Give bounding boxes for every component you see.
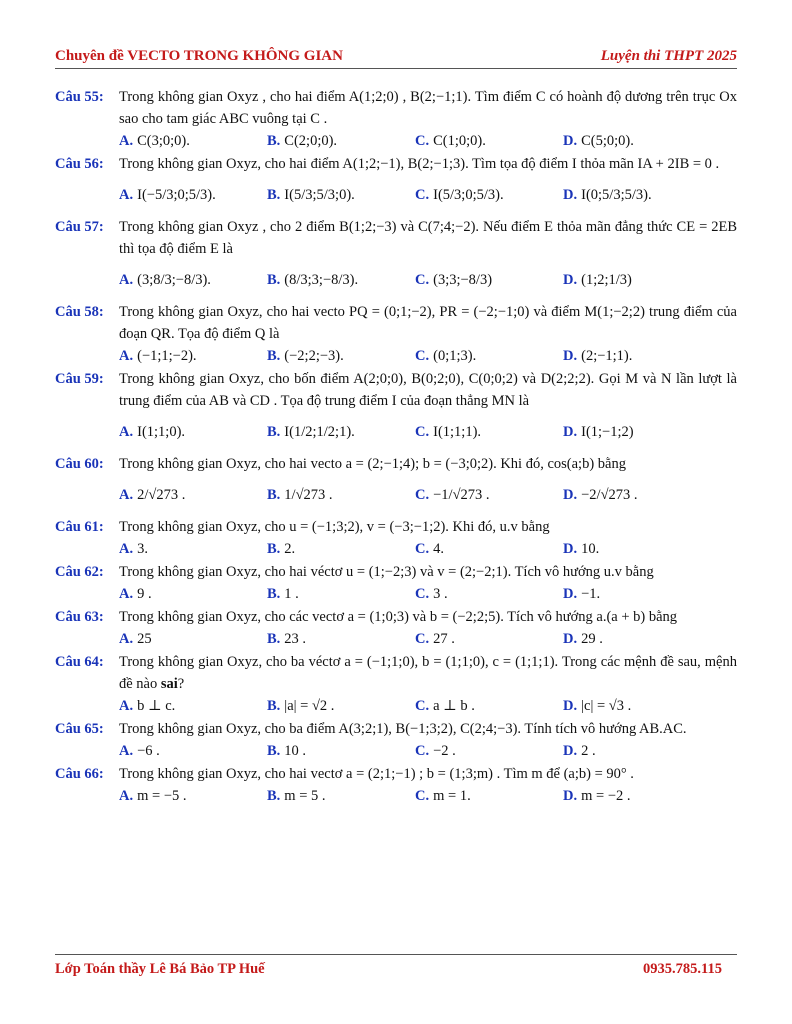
option-label: B.: [267, 586, 281, 602]
answer-option[interactable]: [267, 583, 415, 605]
question-block: [55, 561, 737, 605]
option-label: A.: [119, 743, 134, 759]
option-text: a ⊥ b .: [433, 698, 475, 714]
answer-option[interactable]: [119, 583, 267, 605]
answer-option[interactable]: [415, 628, 563, 650]
answer-option[interactable]: [563, 740, 711, 762]
answer-option[interactable]: [563, 484, 711, 506]
question-block: [55, 86, 737, 152]
footer-teacher: Lớp Toán thầy Lê Bá Bảo TP Huế: [55, 961, 265, 977]
option-label: B.: [267, 187, 281, 203]
header-title: Chuyên đề VECTO TRONG KHÔNG GIAN: [55, 48, 343, 64]
question-block: [55, 763, 737, 807]
option-text: 23 .: [284, 631, 307, 647]
option-label: C.: [415, 586, 430, 602]
option-text: C(3;0;0).: [137, 133, 190, 149]
answer-option[interactable]: [415, 269, 563, 291]
answer-option[interactable]: [119, 740, 267, 762]
page-header: [55, 44, 737, 69]
question-number: Câu 64:: [55, 654, 104, 670]
answer-options: [119, 412, 737, 452]
option-text: −1.: [581, 586, 601, 602]
answer-option[interactable]: [415, 345, 563, 367]
option-text: 2/√273 .: [137, 487, 186, 503]
answer-options: [119, 785, 737, 807]
question-block: [55, 606, 737, 650]
option-label: B.: [267, 487, 281, 503]
option-label: B.: [267, 743, 281, 759]
question-block: [55, 153, 737, 215]
answer-option[interactable]: [267, 740, 415, 762]
answer-option[interactable]: [119, 538, 267, 560]
option-label: C.: [415, 187, 430, 203]
question-number: Câu 57:: [55, 219, 104, 235]
option-label: D.: [563, 348, 578, 364]
emphasis-text: sai: [160, 676, 178, 692]
option-text: m = −2 .: [581, 788, 631, 804]
option-label: A.: [119, 272, 134, 288]
option-text: I(0;5/3;5/3).: [581, 187, 652, 203]
question-number: Câu 55:: [55, 89, 104, 105]
answer-option[interactable]: [119, 484, 267, 506]
question-block: [55, 368, 737, 452]
option-text: (3;8/3;−8/3).: [137, 272, 211, 288]
option-text: |c| = √3 .: [581, 698, 632, 714]
answer-option[interactable]: [267, 269, 415, 291]
option-text: I(1;1;0).: [137, 424, 186, 440]
answer-option[interactable]: [267, 345, 415, 367]
answer-options: [119, 695, 737, 717]
option-text: (1;2;1/3): [581, 272, 632, 288]
header-subtitle: Luyện thi THPT 2025: [600, 48, 737, 64]
answer-option[interactable]: [119, 785, 267, 807]
option-text: 25: [137, 631, 152, 647]
question-stem: Trong không gian Oxyz, cho ba điểm A(3;2;1), B(−1;3;2), C(2;4;−3). Tính tích vô hướng AB.AC.: [119, 721, 687, 737]
footer-phone: 0935.785.115: [643, 961, 722, 977]
option-label: D.: [563, 133, 578, 149]
option-label: B.: [267, 631, 281, 647]
question-stem: Trong không gian Oxyz, cho hai điểm A(1;2;−1), B(2;−1;3). Tìm tọa độ điểm I thỏa mãn IA + 2IB = 0 .: [119, 156, 720, 172]
answer-option[interactable]: [415, 785, 563, 807]
option-text: (8/3;3;−8/3).: [284, 272, 359, 288]
option-label: C.: [415, 788, 430, 804]
question-block: [55, 453, 737, 515]
answer-option[interactable]: [415, 130, 563, 152]
option-text: 27 .: [433, 631, 455, 647]
option-text: C(1;0;0).: [433, 133, 486, 149]
question-stem: Trong không gian Oxyz, cho các vectơ a = (1;0;3) và b = (−2;2;5). Tích vô hướng a.(a + b) bằng: [119, 609, 678, 625]
option-label: D.: [563, 788, 578, 804]
option-text: C(5;0;0).: [581, 133, 634, 149]
answer-option[interactable]: [119, 184, 267, 206]
question-number: Câu 56:: [55, 156, 104, 172]
option-label: B.: [267, 348, 281, 364]
option-text: −1/√273 .: [433, 487, 490, 503]
option-text: 3.: [137, 541, 148, 557]
answer-option[interactable]: [267, 538, 415, 560]
option-text: I(1;−1;2): [581, 424, 634, 440]
answer-option[interactable]: [415, 184, 563, 206]
option-label: D.: [563, 698, 578, 714]
answer-option[interactable]: [563, 269, 711, 291]
option-label: C.: [415, 698, 430, 714]
question-block: [55, 651, 737, 717]
option-label: A.: [119, 348, 134, 364]
question-number: Câu 62:: [55, 564, 104, 580]
option-label: C.: [415, 487, 430, 503]
option-text: −6 .: [137, 743, 160, 759]
option-text: (2;−1;1).: [581, 348, 633, 364]
option-label: B.: [267, 133, 281, 149]
option-label: D.: [563, 487, 578, 503]
option-label: D.: [563, 586, 578, 602]
answer-option[interactable]: [267, 628, 415, 650]
answer-option[interactable]: [415, 583, 563, 605]
answer-option[interactable]: [119, 130, 267, 152]
option-label: A.: [119, 586, 134, 602]
answer-options: [119, 260, 737, 300]
question-number: Câu 65:: [55, 721, 104, 737]
answer-option[interactable]: [267, 184, 415, 206]
question-stem: Trong không gian Oxyz , cho hai điểm A(1;2;0) , B(2;−1;1). Tìm điểm C có hoành độ dương trên trục Ox sao cho tam giác ABC vuông tại C .: [119, 89, 737, 127]
answer-option[interactable]: [563, 583, 711, 605]
option-text: C(2;0;0).: [284, 133, 338, 149]
option-label: C.: [415, 424, 430, 440]
option-text: −2/√273 .: [581, 487, 638, 503]
option-label: B.: [267, 424, 281, 440]
answer-option[interactable]: [119, 421, 267, 443]
option-label: D.: [563, 424, 578, 440]
question-stem: Trong không gian Oxyz, cho bốn điểm A(2;0;0), B(0;2;0), C(0;0;2) và D(2;2;2). Gọi M và N lần lượt là trung điểm của AB và CD . Tọa độ trung điểm I của đoạn thẳng MN là: [119, 371, 737, 409]
option-label: B.: [267, 698, 281, 714]
answer-option[interactable]: [415, 421, 563, 443]
answer-options: [119, 538, 737, 560]
question-number: Câu 59:: [55, 371, 104, 387]
option-text: m = 1.: [433, 788, 471, 804]
answer-option[interactable]: [563, 695, 711, 717]
answer-option[interactable]: [119, 269, 267, 291]
question-block: [55, 301, 737, 367]
question-stem: Trong không gian Oxyz, cho hai vecto PQ = (0;1;−2), PR = (−2;−1;0) và điểm M(1;−2;2) trung điểm của đoạn QR. Tọa độ điểm Q là: [119, 304, 737, 342]
option-label: D.: [563, 743, 578, 759]
question-stem: Trong không gian Oxyz, cho hai vecto a = (2;−1;4); b = (−3;0;2). Khi đó, cos(a;b) bằng: [119, 456, 626, 472]
answer-option[interactable]: [119, 345, 267, 367]
answer-option[interactable]: [267, 130, 415, 152]
option-text: 1/√273 .: [284, 487, 333, 503]
question-number: Câu 60:: [55, 456, 104, 472]
option-text: 10.: [581, 541, 600, 557]
answer-option[interactable]: [267, 484, 415, 506]
option-text: 9 .: [137, 586, 152, 602]
option-label: C.: [415, 631, 430, 647]
option-text: I(1;1;1).: [433, 424, 482, 440]
question-number: Câu 58:: [55, 304, 104, 320]
option-label: C.: [415, 348, 430, 364]
question-stem: Trong không gian Oxyz, cho hai véctơ u = (1;−2;3) và v = (2;−2;1). Tích vô hướng u.v bằng: [119, 564, 654, 580]
answer-option[interactable]: [119, 695, 267, 717]
answer-option[interactable]: [415, 740, 563, 762]
option-text: I(−5/3;0;5/3).: [137, 187, 216, 203]
question-number: Câu 61:: [55, 519, 104, 535]
answer-option[interactable]: [563, 628, 711, 650]
answer-option[interactable]: [267, 785, 415, 807]
option-text: 2.: [284, 541, 296, 557]
option-text: |a| = √2 .: [284, 698, 335, 714]
option-text: m = −5 .: [137, 788, 187, 804]
question-stem: Trong không gian Oxyz, cho ba véctơ a = (−1;1;0), b = (1;1;0), c = (1;1;1). Trong các mệnh đề sau, mệnh đề nào sai?: [119, 654, 737, 692]
answer-options: [119, 628, 737, 650]
option-label: B.: [267, 788, 281, 804]
answer-option[interactable]: [119, 628, 267, 650]
option-text: m = 5 .: [284, 788, 326, 804]
answer-option[interactable]: [563, 130, 711, 152]
option-label: D.: [563, 272, 578, 288]
question-stem: Trong không gian Oxyz , cho 2 điểm B(1;2;−3) và C(7;4;−2). Nếu điểm E thỏa mãn đẳng thức CE = 2EB thì tọa độ điểm E là: [119, 219, 737, 257]
answer-option[interactable]: [267, 421, 415, 443]
option-text: I(5/3;5/3;0).: [284, 187, 355, 203]
option-text: (0;1;3).: [433, 348, 477, 364]
answer-option[interactable]: [563, 785, 711, 807]
answer-option[interactable]: [415, 484, 563, 506]
answer-option[interactable]: [563, 421, 711, 443]
option-text: 29 .: [581, 631, 603, 647]
page-footer: [55, 954, 737, 981]
option-text: (−1;1;−2).: [137, 348, 197, 364]
option-text: 10 .: [284, 743, 307, 759]
option-label: C.: [415, 133, 430, 149]
question-block: [55, 516, 737, 560]
question-number: Câu 66:: [55, 766, 104, 782]
option-label: C.: [415, 541, 430, 557]
option-label: C.: [415, 272, 430, 288]
option-label: A.: [119, 487, 134, 503]
option-label: A.: [119, 788, 134, 804]
answer-option[interactable]: [563, 184, 711, 206]
answer-options: [119, 583, 737, 605]
option-text: 4.: [433, 541, 444, 557]
question-stem: Trong không gian Oxyz, cho u = (−1;3;2), v = (−3;−1;2). Khi đó, u.v bằng: [119, 519, 550, 535]
answer-options: [119, 175, 737, 215]
option-text: I(1/2;1/2;1).: [284, 424, 355, 440]
option-text: 1 .: [284, 586, 299, 602]
option-text: I(5/3;0;5/3).: [433, 187, 504, 203]
answer-option[interactable]: [415, 538, 563, 560]
question-list: [55, 86, 737, 808]
answer-options: [119, 130, 737, 152]
option-label: C.: [415, 743, 430, 759]
option-label: B.: [267, 541, 281, 557]
question-block: [55, 216, 737, 300]
answer-option[interactable]: [415, 695, 563, 717]
option-text: 2 .: [581, 743, 596, 759]
option-label: A.: [119, 133, 134, 149]
option-label: B.: [267, 272, 281, 288]
option-text: b ⊥ c.: [137, 698, 176, 714]
option-label: A.: [119, 187, 134, 203]
option-text: (−2;2;−3).: [284, 348, 344, 364]
answer-option[interactable]: [267, 695, 415, 717]
option-label: A.: [119, 698, 134, 714]
question-block: [55, 718, 737, 762]
answer-options: [119, 345, 737, 367]
option-label: D.: [563, 541, 578, 557]
answer-option[interactable]: [563, 345, 711, 367]
option-label: A.: [119, 541, 134, 557]
option-text: −2 .: [433, 743, 456, 759]
option-label: D.: [563, 187, 578, 203]
option-label: A.: [119, 631, 134, 647]
question-stem: Trong không gian Oxyz, cho hai vectơ a = (2;1;−1) ; b = (1;3;m) . Tìm m để (a;b) = 90° .: [119, 766, 634, 782]
answer-option[interactable]: [563, 538, 711, 560]
option-label: A.: [119, 424, 134, 440]
question-number: Câu 63:: [55, 609, 104, 625]
answer-options: [119, 475, 737, 515]
option-label: D.: [563, 631, 578, 647]
option-text: 3 .: [433, 586, 448, 602]
option-text: (3;3;−8/3): [433, 272, 493, 288]
answer-options: [119, 740, 737, 762]
